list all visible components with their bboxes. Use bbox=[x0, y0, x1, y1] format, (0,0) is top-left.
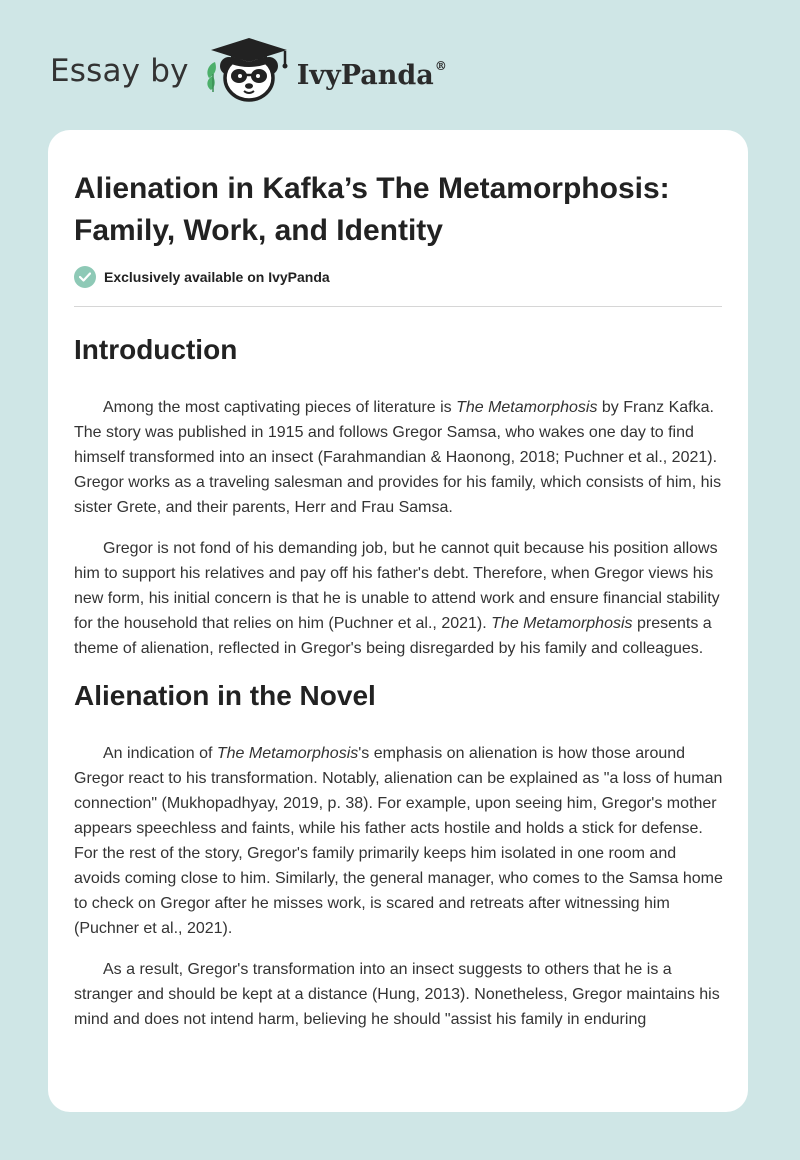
trademark-symbol: ® bbox=[434, 59, 447, 73]
paragraph: As a result, Gregor's transformation into an insect suggests to others that he is a stranger and should be kept at a distance (Hung, 2013). Nonetheless, Gregor maintains his mind and does not intend harm, believing he should "assist his family in enduring bbox=[74, 961, 720, 1028]
paragraph: Among the most captivating pieces of literature is The Metamorphosis by Franz Kafka. The story was published in 1915 and follows Gregor Samsa, who wakes one day to find himself transformed into an insect (Farahmandian & Haonong, 2018; Puchner et al., 2021). Gregor works as a traveling salesman and provides for his family, which consists of him, his sister Grete, and their parents, Herr and Frau Samsa. bbox=[74, 399, 722, 516]
title-divider bbox=[74, 306, 722, 307]
checkmark-circle-icon bbox=[74, 266, 96, 288]
essay-title: Alienation in Kafka’s The Metamorphosis: Family, Work, and Identity bbox=[74, 172, 670, 247]
brand-name: IvyPanda® bbox=[296, 59, 447, 91]
brand-prefix: Essay by bbox=[50, 53, 189, 89]
badge-text: Exclusively available on IvyPanda bbox=[104, 269, 330, 285]
section-introduction bbox=[74, 333, 722, 661]
brand-logo-link[interactable] bbox=[50, 38, 447, 104]
site-header bbox=[0, 0, 800, 130]
paragraph: Gregor is not fond of his demanding job, but he cannot quit because his position allows him to support his relatives and pay off his father's debt. Therefore, when Gregor views his new form, his initial concern is that he is unable to attend work and ensure financial stability for the household that relies on him (Puchner et al., 2021). The Metamorphosis presents a theme of alienation, reflected in Gregor's being disregarded by his family and colleagues. bbox=[74, 540, 720, 657]
essay-card bbox=[48, 130, 748, 1112]
exclusive-badge bbox=[74, 266, 722, 288]
section-alienation bbox=[74, 679, 722, 1032]
paragraph: An indication of The Metamorphosis's emphasis on alienation is how those around Gregor react to his transformation. Notably, alienation can be explained as "a loss of human connection" (Mukhopadhyay, 2019, p. 38). For example, upon seeing him, Gregor's mother appears speechless and faints, while his father acts hostile and holds a stick for defense. For the rest of the story, Gregor's family primarily keeps him isolated in one room and avoids coming close to him. Similarly, the general manager, who comes to the Samsa home to check on Gregor after he misses work, is scared and retreats after witnessing him (Puchner et al., 2021). bbox=[74, 745, 723, 937]
section-heading: Alienation in the Novel bbox=[74, 680, 376, 711]
section-heading: Introduction bbox=[74, 334, 238, 365]
panda-graduate-icon bbox=[203, 32, 295, 104]
